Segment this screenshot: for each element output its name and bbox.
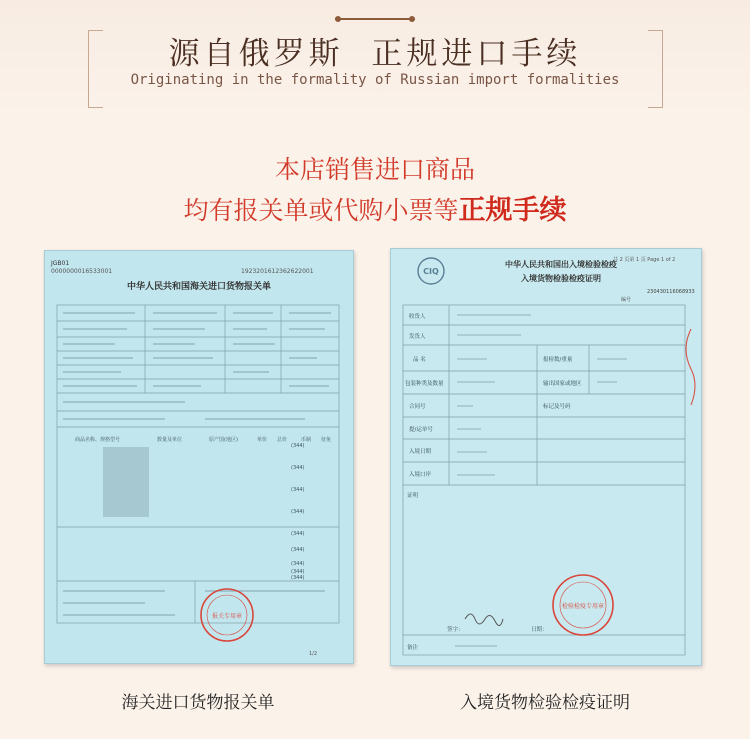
customs-row-code: (344)	[291, 531, 305, 537]
signature-scribble	[465, 614, 503, 626]
customs-col-header-6: 币制	[301, 437, 312, 443]
customs-col-header-7: 征免	[321, 437, 332, 443]
page-title: 源自俄罗斯 正规进口手续	[168, 36, 582, 72]
customs-blurred-area	[103, 447, 149, 517]
label-marks: 标记及号码	[543, 404, 571, 410]
label-goods: 品 名	[413, 357, 426, 363]
inspection-stamp-text: 检验检疫专用章	[561, 603, 605, 610]
label-weight: 报检数/重量	[543, 357, 573, 363]
inspection-filler-lines	[455, 315, 627, 646]
label-contract: 合同号	[409, 404, 426, 410]
customs-row-code: (344)	[291, 569, 305, 575]
customs-col-header-1: 商品名称、规格型号	[75, 437, 121, 443]
ciq-logo-text: CIQ	[423, 267, 439, 276]
customs-row-code: (344)	[291, 509, 305, 515]
label-sign-date: 日期：	[531, 627, 548, 633]
customs-declaration-document	[44, 250, 354, 664]
label-date: 入境日期	[409, 449, 432, 455]
customs-row-code: (344)	[291, 575, 305, 581]
inspection-title-line-1: 中华人民共和国出入境检验检疫	[505, 260, 617, 269]
label-consignee: 收货人	[409, 314, 426, 320]
headline-prefix: 均有报关单或代购小票等	[183, 196, 459, 225]
customs-stamp-text: 报关专用章	[211, 613, 243, 620]
inspection-certificate-document	[390, 248, 702, 666]
customs-stamp	[201, 589, 253, 641]
header-ornament	[335, 16, 415, 22]
label-consignor: 发货人	[409, 334, 426, 340]
customs-page-number: 1/2	[309, 651, 318, 657]
customs-caption: 海关进口货物报关单	[121, 693, 275, 713]
customs-row-code: (344)	[291, 465, 305, 471]
customs-col-header-2: 数量及单位	[157, 437, 183, 443]
inspection-title-line-2: 入境货物检验检疫证明	[521, 274, 601, 283]
label-vessel: 入境口岸	[409, 472, 432, 478]
customs-serial-right: 1923201612362622001	[241, 268, 314, 275]
customs-row-code: (344)	[291, 561, 305, 567]
label-sign: 签字：	[447, 627, 464, 633]
headline-line-2	[0, 188, 750, 227]
inspection-stamp	[553, 575, 613, 635]
label-bl: 提/运单号	[409, 427, 433, 433]
inspection-caption: 入境货物检验检疫证明	[460, 693, 630, 713]
customs-declaration-sheet	[45, 251, 353, 663]
customs-title: 中华人民共和国海关进口货物报关单	[126, 282, 272, 292]
page-subtitle: Originating in the formality of Russian import formalities	[130, 72, 620, 88]
inspection-page-number: 共 2 页第 1 页 Page 1 of 2	[613, 257, 676, 263]
headline-line-1: 本店销售进口商品	[274, 155, 475, 184]
customs-col-header-4: 单价	[257, 437, 268, 443]
headline-emphasis: 正规手续	[458, 195, 567, 226]
customs-col-header-5: 总价	[277, 437, 288, 443]
customs-col-header-3: 原产国(地区)	[209, 437, 238, 443]
inspection-number-label: 编号	[621, 297, 632, 303]
customs-row-code: (344)	[291, 547, 305, 553]
inspection-number: 230430116068933	[647, 289, 695, 295]
ciq-logo	[418, 258, 444, 284]
inspection-certificate-sheet	[391, 249, 701, 665]
label-remark: 备注	[407, 645, 419, 651]
customs-form-tag: JGB01	[51, 260, 70, 267]
label-origin: 输出国家或地区	[543, 381, 582, 387]
customs-serial: 0000000016533001	[51, 268, 113, 275]
label-cert: 证明	[407, 493, 419, 499]
customs-row-code: (344)	[291, 487, 305, 493]
edge-stamp-fragment	[686, 329, 695, 405]
label-packing: 包装种类及数量	[405, 381, 444, 387]
customs-row-code: (344)	[291, 443, 305, 449]
